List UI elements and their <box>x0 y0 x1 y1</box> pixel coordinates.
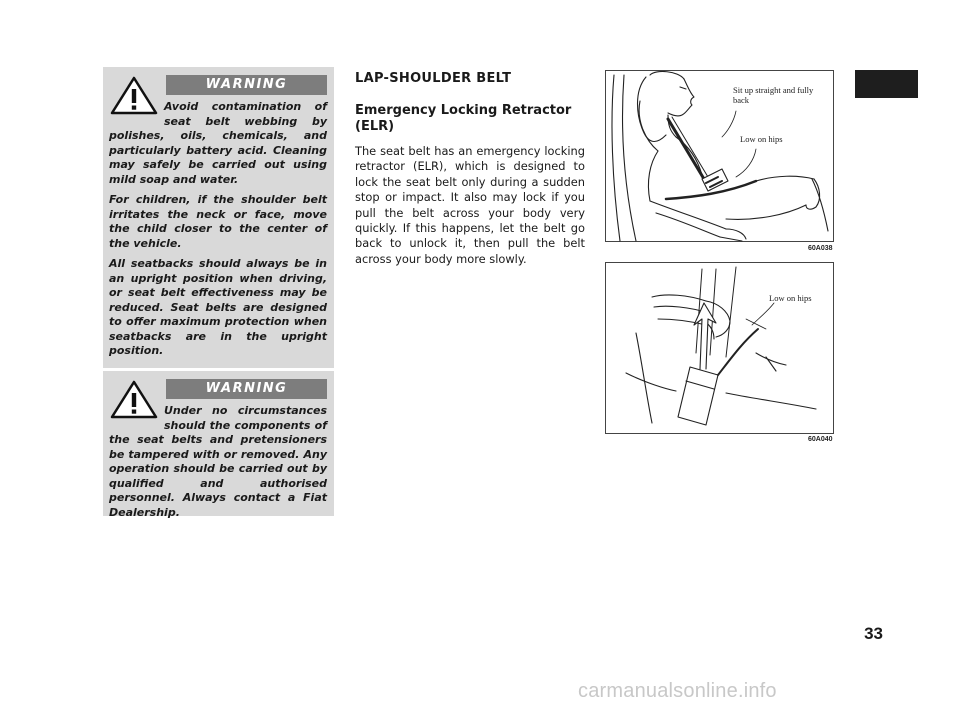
warning-paragraph: Avoid contamination of seat belt webbing by polishes, oils, chemicals, and particularly battery acid. Cleaning may safely be carried out using mild soap and water. <box>109 100 327 186</box>
section-tab <box>855 70 918 98</box>
warning-triangle-icon <box>109 75 159 115</box>
figure-belt-buckle <box>605 262 834 434</box>
warning-paragraph: All seatbacks should always be in an upright position when driving, or seat belt effectiveness may be reduced. Seat belts are designed to offer maximum protection when seatbacks are in the upright position. <box>109 257 327 357</box>
page-number: 33 <box>864 624 883 643</box>
warning-triangle-icon <box>109 379 159 419</box>
section-body: The seat belt has an emergency locking retractor (ELR), which is designed to lock the seat belt only during a sudden stop or impact. It also may lock if you pull the belt across your body very quickly. If this happens, let the belt go back to unlock it, then pull the belt across your body more slowly. <box>355 144 585 266</box>
figure-label-hips: Low on hips <box>769 293 812 303</box>
watermark: carmanualsonline.info <box>578 680 777 702</box>
warning-paragraph: For children, if the shoulder belt irritates the neck or face, move the child closer to the center of the vehicle. <box>109 193 327 250</box>
figure-code: 60A038 <box>808 245 833 252</box>
warning-heading: WARNING <box>166 379 327 399</box>
belt-buckle-illustration <box>606 263 835 435</box>
figure-seated-occupant <box>605 70 834 242</box>
figure-label-hips: Low on hips <box>740 134 783 144</box>
figure-code: 60A040 <box>808 436 833 443</box>
warning-box-2 <box>103 371 334 519</box>
warning-heading: WARNING <box>166 75 327 95</box>
warning-box-1 <box>103 67 334 368</box>
warning-paragraph: Under no circumstances should the components of the seat belts and pretensioners be tampered with or removed. Any operation should be carried out by qualified and authorised personnel. Always contact a Fiat Dealership. <box>109 404 327 519</box>
section-title: LAP-SHOULDER BELT <box>355 71 512 86</box>
figure-label-posture: Sit up straight and fully back <box>733 85 814 105</box>
section-subtitle: Emergency Locking Retractor (ELR) <box>355 103 572 134</box>
